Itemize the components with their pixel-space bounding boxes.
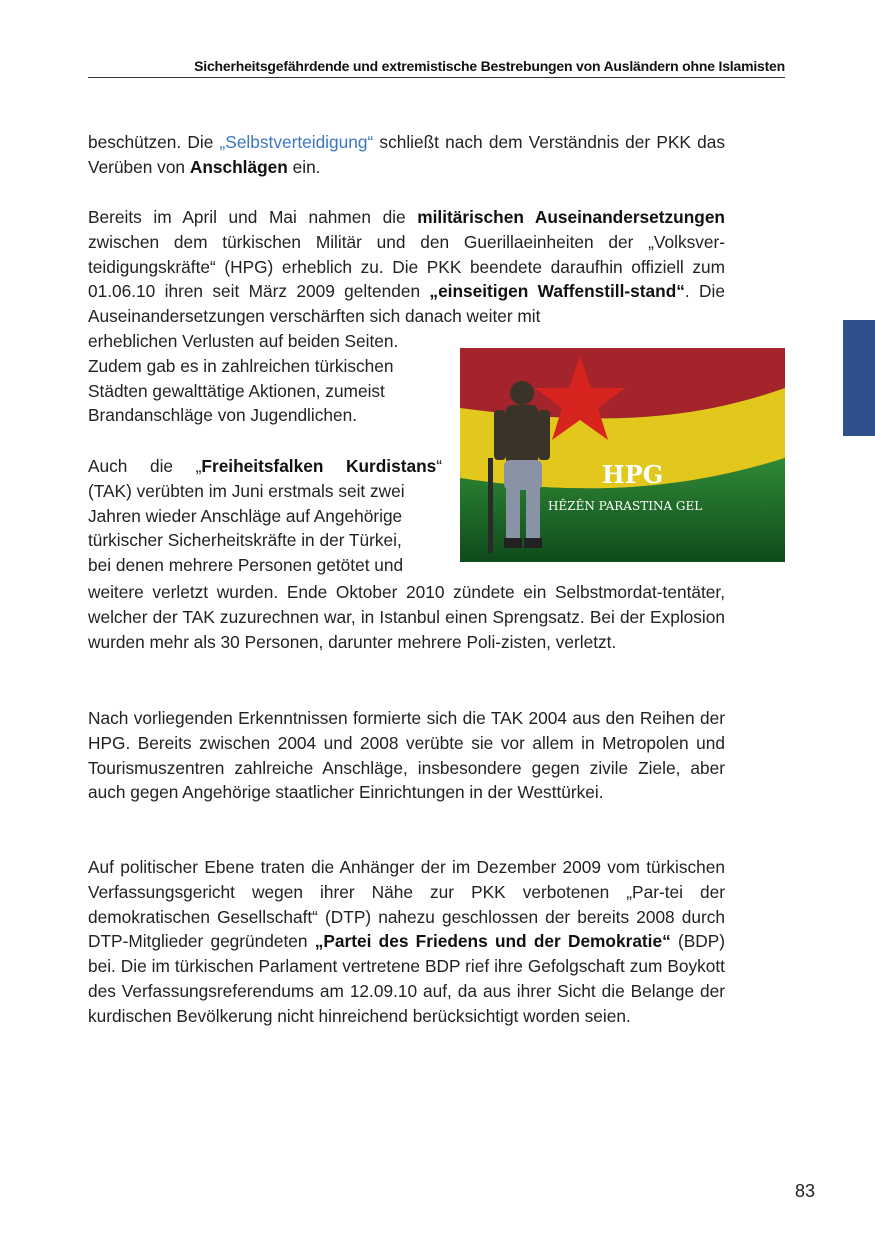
paragraph-3-wrap: Auch die „Freiheitsfalken Kurdistans“ (TAK) verübten im Juni erstmals seit zwei Jahren wieder Anschläge auf Angehörige türkischer Sicherheitskräfte in der Türkei, bei denen mehrere Personen getötet und bbox=[88, 456, 443, 576]
paragraph-5: Auf politischer Ebene traten die Anhänger der im Dezember 2009 vom türkischen Verfassungsgericht wegen ihrer Nähe zur PKK verbotenen „Par-tei der demokratischen Gesellschaft“ (DTP) nahezu geschlossen der bereits 2008 durch DTP-Mitglieder gegründeten „Partei des Friedens und der Demokratie“ (BDP) bei. Die im türkischen Parlament vertretene BDP rief ihre Gefolgschaft zum Boykott des Verfassungsreferendums am 12.09.10 auf, da aus ihrer Sicht die Belange der kurdischen Bevölkerung nicht hinreichend berücksichtigt worden seien. bbox=[88, 857, 726, 1026]
hpg-flag-photo bbox=[460, 348, 785, 562]
hpg-flag-image bbox=[460, 348, 785, 562]
paragraph-3-rest: weitere verletzt wurden. Ende Oktober 2010 zündete ein Selbstmordat-tentäter, welcher der TAK zuzurechnen war, in Istanbul einen Sprengsatz. Bei der Explosion wurden mehr als 30 Personen, darunter mehrere Poli-zisten, verletzt. bbox=[88, 582, 725, 652]
selbstverteidigung-link[interactable]: „Selbstverteidigung“ bbox=[219, 132, 374, 152]
paragraph-2: Bereits im April und Mai nahmen die militärischen Auseinandersetzungen zwischen dem türkischen Militär und den Guerillaeinheiten der „Volksver-teidigungskräfte“ (HPG) erheblich zu. Die PKK beendete daraufhin offiziell zum 01.06.10 ihren seit März 2009 geltenden „einseitigen Waffenstill-stand“. Die Auseinandersetzungen verschärften sich danach weiter mit bbox=[88, 207, 725, 327]
page-number: 83 bbox=[795, 1181, 816, 1201]
paragraph-1: beschützen. Die „Selbstverteidigung“ schließt nach dem Verständnis der PKK das Verüben von Anschlägen ein. bbox=[88, 132, 725, 177]
photo-title: HPG bbox=[602, 460, 664, 489]
photo-subtitle: HÊZÊN PARASTINA GEL bbox=[548, 499, 703, 513]
paragraph-4: Nach vorliegenden Erkenntnissen formierte sich die TAK 2004 aus den Reihen der HPG. Bereits zwischen 2004 und 2008 verübte sie vor allem in Metropolen und Tourismuszentren zahlreiche Anschläge, insbesondere gegen zivile Ziele, aber auch gegen Angehörige staatlicher Einrichtungen in der Westtürkei. bbox=[88, 708, 725, 803]
chapter-tab bbox=[843, 320, 875, 436]
running-header: Sicherheitsgefährdende und extremistische Bestrebungen von Ausländern ohne Islamisten bbox=[88, 58, 785, 78]
paragraph-2-wrap: erheblichen Verlusten auf beiden Seiten. Zudem gab es in zahlreichen türkischen Städten gewalttätige Aktionen, zumeist Brandanschläge von Jugendlichen. bbox=[88, 331, 399, 426]
